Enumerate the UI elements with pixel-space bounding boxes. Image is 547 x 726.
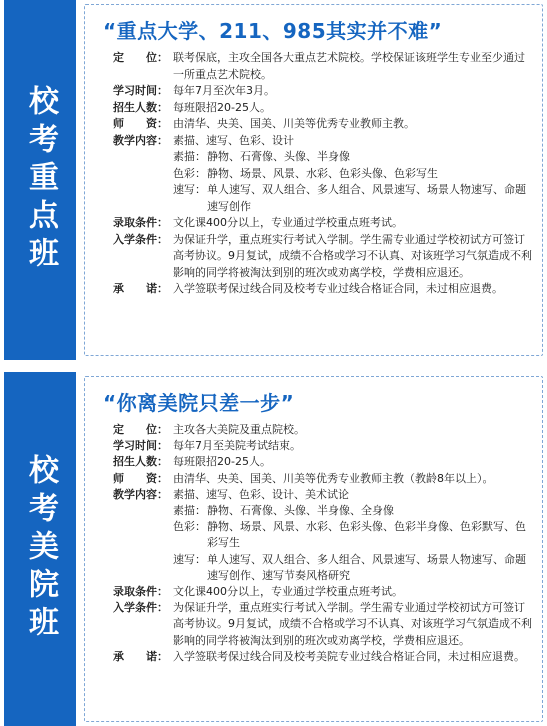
info-row bbox=[113, 422, 534, 438]
section-key-class bbox=[0, 0, 547, 360]
sub-value: 单人速写、双人组合、多人组合、风景速写、场景人物速写、命题速写创作、速写节奏风格研究 bbox=[207, 552, 526, 582]
row-value: 每班限招20-25人。 bbox=[173, 455, 271, 469]
info-row bbox=[113, 487, 534, 503]
row-label: 录取条件： bbox=[113, 216, 168, 229]
row-label: 学习时间： bbox=[113, 439, 168, 453]
row-label: 师 资： bbox=[113, 117, 168, 130]
row-value: 素描、速写、色彩、设计 bbox=[173, 133, 294, 147]
sub-row bbox=[173, 552, 534, 584]
row-value: 每年7月至次年3月。 bbox=[173, 84, 275, 97]
info-row bbox=[113, 281, 534, 298]
row-value: 每班限招20-25人。 bbox=[173, 100, 271, 114]
info-row bbox=[113, 215, 534, 232]
row-value: 为保证升学，重点班实行考试入学制。学生需专业通过学校初试方可签订高考协议。9月复试，成绩不合格或学习不认真、对该班学习气氛造成不利影响的同学将被淘汰到别的班次或劝离学校，学费相应退还。 bbox=[173, 601, 532, 647]
info-row bbox=[113, 100, 534, 117]
info-row bbox=[113, 182, 534, 215]
row-value: 文化课400分以上，专业通过学校重点班考试。 bbox=[173, 216, 403, 229]
info-card bbox=[84, 4, 543, 356]
sub-row bbox=[173, 503, 534, 519]
info-row bbox=[113, 471, 534, 487]
info-row bbox=[113, 232, 534, 282]
headline: “重点大学、211、985其实并不难” bbox=[103, 19, 443, 43]
info-row bbox=[113, 116, 534, 133]
sub-row bbox=[173, 166, 534, 183]
sub-label: 素描： bbox=[173, 504, 206, 518]
info-row bbox=[113, 438, 534, 454]
row-value: 入学签联考保过线合同及校考专业过线合格证合同，未过相应退费。 bbox=[173, 282, 503, 295]
sub-value: 单人速写、双人组合、多人组合、风景速写、场景人物速写、命题速写创作 bbox=[207, 183, 526, 213]
headline: “你离美院只差一步” bbox=[103, 391, 295, 415]
row-label: 入学条件： bbox=[113, 232, 168, 246]
info-row bbox=[113, 552, 534, 584]
info-row bbox=[113, 149, 534, 166]
info-row bbox=[113, 584, 534, 600]
row-label: 承 诺： bbox=[113, 649, 168, 663]
info-rows bbox=[113, 50, 534, 298]
section-title: 校考美院班 bbox=[23, 454, 58, 644]
row-value: 素描、速写、色彩、设计、美术试论 bbox=[173, 487, 349, 501]
sub-row bbox=[173, 149, 534, 166]
info-row bbox=[113, 600, 534, 649]
row-label: 学习时间： bbox=[113, 84, 168, 97]
sidebar-banner bbox=[4, 372, 76, 726]
row-value: 入学签联考保过线合同及校考美院专业过线合格证合同，未过相应退费。 bbox=[173, 649, 525, 663]
sub-label: 素描： bbox=[173, 150, 206, 163]
row-label: 教学内容： bbox=[113, 133, 168, 147]
row-label: 招生人数： bbox=[113, 455, 168, 469]
row-label: 定 位： bbox=[113, 51, 168, 64]
sub-label: 色彩： bbox=[173, 166, 206, 180]
info-rows bbox=[113, 422, 534, 665]
row-label: 录取条件： bbox=[113, 585, 168, 599]
sub-value: 静物、场景、风景、水彩、色彩头像、色彩写生 bbox=[207, 166, 438, 180]
row-label bbox=[113, 519, 173, 551]
info-row bbox=[113, 133, 534, 150]
row-label: 师 资： bbox=[113, 471, 168, 485]
row-label: 定 位： bbox=[113, 423, 168, 436]
info-row bbox=[113, 454, 534, 470]
sub-value: 静物、石膏像、头像、半身像、全身像 bbox=[207, 504, 394, 518]
info-row bbox=[113, 519, 534, 551]
sub-value: 静物、石膏像、头像、半身像 bbox=[207, 150, 350, 163]
row-value: 为保证升学，重点班实行考试入学制。学生需专业通过学校初试方可签订高考协议。9月复试，成绩不合格或学习不认真、对该班学习气氛造成不利影响的同学将被淘汰到别的班次或劝离学校，学费相应退还。 bbox=[173, 232, 532, 279]
section-academy-class bbox=[0, 372, 547, 726]
row-value: 主攻各大美院及重点院校。 bbox=[173, 423, 305, 436]
sub-label: 速写： bbox=[173, 183, 206, 196]
row-label: 招生人数： bbox=[113, 100, 168, 114]
row-value: 联考保底，主攻全国各大重点艺术院校。学校保证该班学生专业至少通过一所重点艺术院校。 bbox=[173, 51, 525, 81]
row-value: 由清华、央美、国美、川美等优秀专业教师主教（教龄8年以上）。 bbox=[173, 471, 494, 485]
sub-row bbox=[173, 182, 534, 215]
info-row bbox=[113, 50, 534, 83]
row-value: 每年7月至美院考试结束。 bbox=[173, 439, 301, 453]
row-label: 教学内容： bbox=[113, 487, 168, 501]
row-value: 由清华、央美、国美、川美等优秀专业教师主教。 bbox=[173, 117, 415, 130]
info-row bbox=[113, 503, 534, 519]
sidebar-banner bbox=[4, 0, 76, 360]
row-label bbox=[113, 182, 173, 215]
row-label bbox=[113, 503, 173, 519]
section-title: 校考重点班 bbox=[23, 85, 58, 275]
info-row bbox=[113, 166, 534, 183]
sub-label: 色彩： bbox=[173, 520, 206, 534]
sub-row bbox=[173, 519, 534, 551]
info-row bbox=[113, 649, 534, 665]
row-label bbox=[113, 149, 173, 166]
row-label bbox=[113, 166, 173, 183]
info-card bbox=[84, 376, 543, 722]
row-value: 文化课400分以上，专业通过学校重点班考试。 bbox=[173, 585, 403, 599]
sub-label: 速写： bbox=[173, 552, 206, 566]
sub-value: 静物、场景、风景、水彩、色彩头像、色彩半身像、色彩默写、色彩写生 bbox=[207, 520, 526, 550]
row-label bbox=[113, 552, 173, 584]
row-label: 入学条件： bbox=[113, 601, 168, 615]
info-row bbox=[113, 83, 534, 100]
row-label: 承 诺： bbox=[113, 282, 168, 295]
